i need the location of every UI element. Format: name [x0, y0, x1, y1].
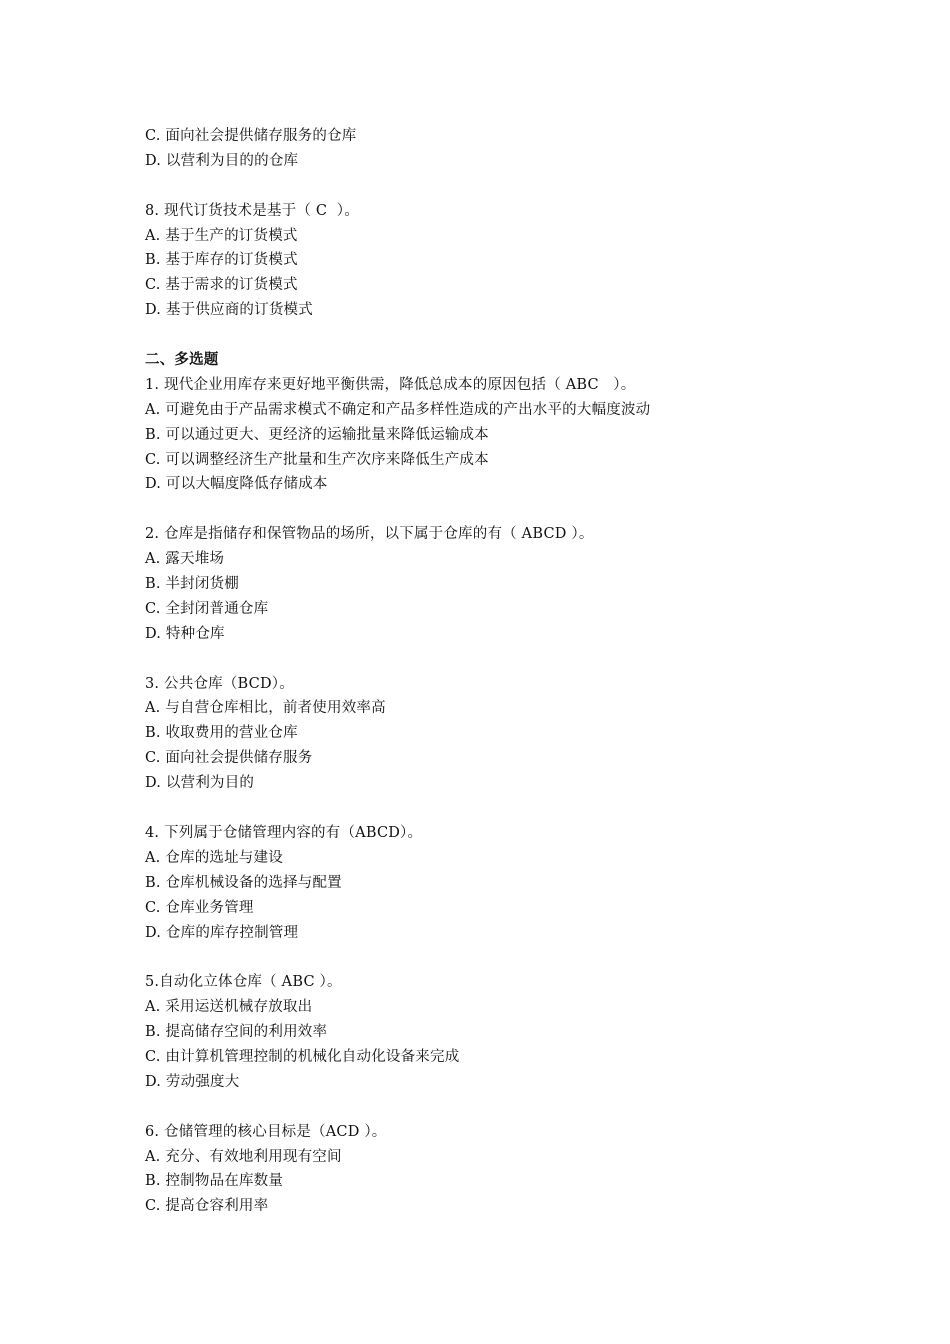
option-line: B. 可以通过更大、更经济的运输批量来降低运输成本 [145, 426, 489, 443]
option-line: C. 可以调整经济生产批量和生产次序来降低生产成本 [145, 451, 489, 468]
option-line: C. 面向社会提供储存服务的仓库 [145, 128, 357, 144]
option-line: C. 提高仓容利用率 [145, 1198, 269, 1215]
option-line: B. 基于库存的订货模式 [145, 252, 298, 269]
blank-line [145, 323, 925, 348]
option-line: A. 采用运送机械存放取出 [145, 999, 313, 1016]
option-line: D. 劳动强度大 [145, 1073, 240, 1090]
option-line: C. 由计算机管理控制的机械化自动化设备来完成 [145, 1048, 460, 1065]
question-line: 5.自动化立体仓库（ ABC ）。 [145, 974, 342, 991]
section-heading: 二、多选题 [145, 352, 219, 369]
option-line: A. 充分、有效地利用现有空间 [145, 1148, 342, 1165]
option-line: A. 仓库的选址与建设 [145, 849, 283, 866]
blank-line [145, 497, 925, 522]
option-line: C. 面向社会提供储存服务 [145, 750, 313, 767]
blank-line [145, 796, 925, 821]
option-line: A. 与自营仓库相比，前者使用效率高 [145, 700, 386, 717]
option-line: A. 可避免由于产品需求模式不确定和产品多样性造成的产出水平的大幅度波动 [145, 401, 651, 418]
blank-line [145, 174, 925, 199]
option-line: A. 露天堆场 [145, 551, 225, 568]
question-line: 1. 现代企业用库存来更好地平衡供需，降低总成本的原因包括（ ABC ）。 [145, 376, 636, 393]
question-line: 2. 仓库是指储存和保管物品的场所，以下属于仓库的有（ ABCD ）。 [145, 526, 594, 543]
option-line: D. 以营利为目的 [145, 775, 255, 792]
option-line: B. 半封闭货棚 [145, 576, 239, 593]
option-line: B. 收取费用的营业仓库 [145, 725, 298, 742]
question-line: 4. 下列属于仓储管理内容的有（ABCD）。 [145, 824, 423, 841]
question-line: 8. 现代订货技术是基于（ C ）。 [145, 202, 359, 219]
option-line: D. 仓库的库存控制管理 [145, 924, 299, 941]
option-line: C. 全封闭普通仓库 [145, 600, 269, 617]
option-line: B. 提高储存空间的利用效率 [145, 1024, 328, 1041]
option-line: D. 以营利为目的的仓库 [145, 152, 299, 169]
option-line: C. 基于需求的订货模式 [145, 277, 298, 294]
blank-line [145, 647, 925, 672]
document-page [145, 124, 925, 1219]
option-line: B. 控制物品在库数量 [145, 1173, 284, 1190]
option-line: C. 仓库业务管理 [145, 899, 254, 916]
option-line: D. 特种仓库 [145, 625, 225, 642]
option-line: B. 仓库机械设备的选择与配置 [145, 874, 342, 891]
question-line: 3. 公共仓库（BCD）。 [145, 675, 294, 692]
blank-line [145, 945, 925, 970]
option-line: D. 可以大幅度降低存储成本 [145, 476, 328, 493]
option-line: A. 基于生产的订货模式 [145, 227, 298, 244]
option-line: D. 基于供应商的订货模式 [145, 302, 313, 319]
blank-line [145, 1095, 925, 1120]
question-line: 6. 仓储管理的核心目标是（ACD ）。 [145, 1123, 387, 1140]
